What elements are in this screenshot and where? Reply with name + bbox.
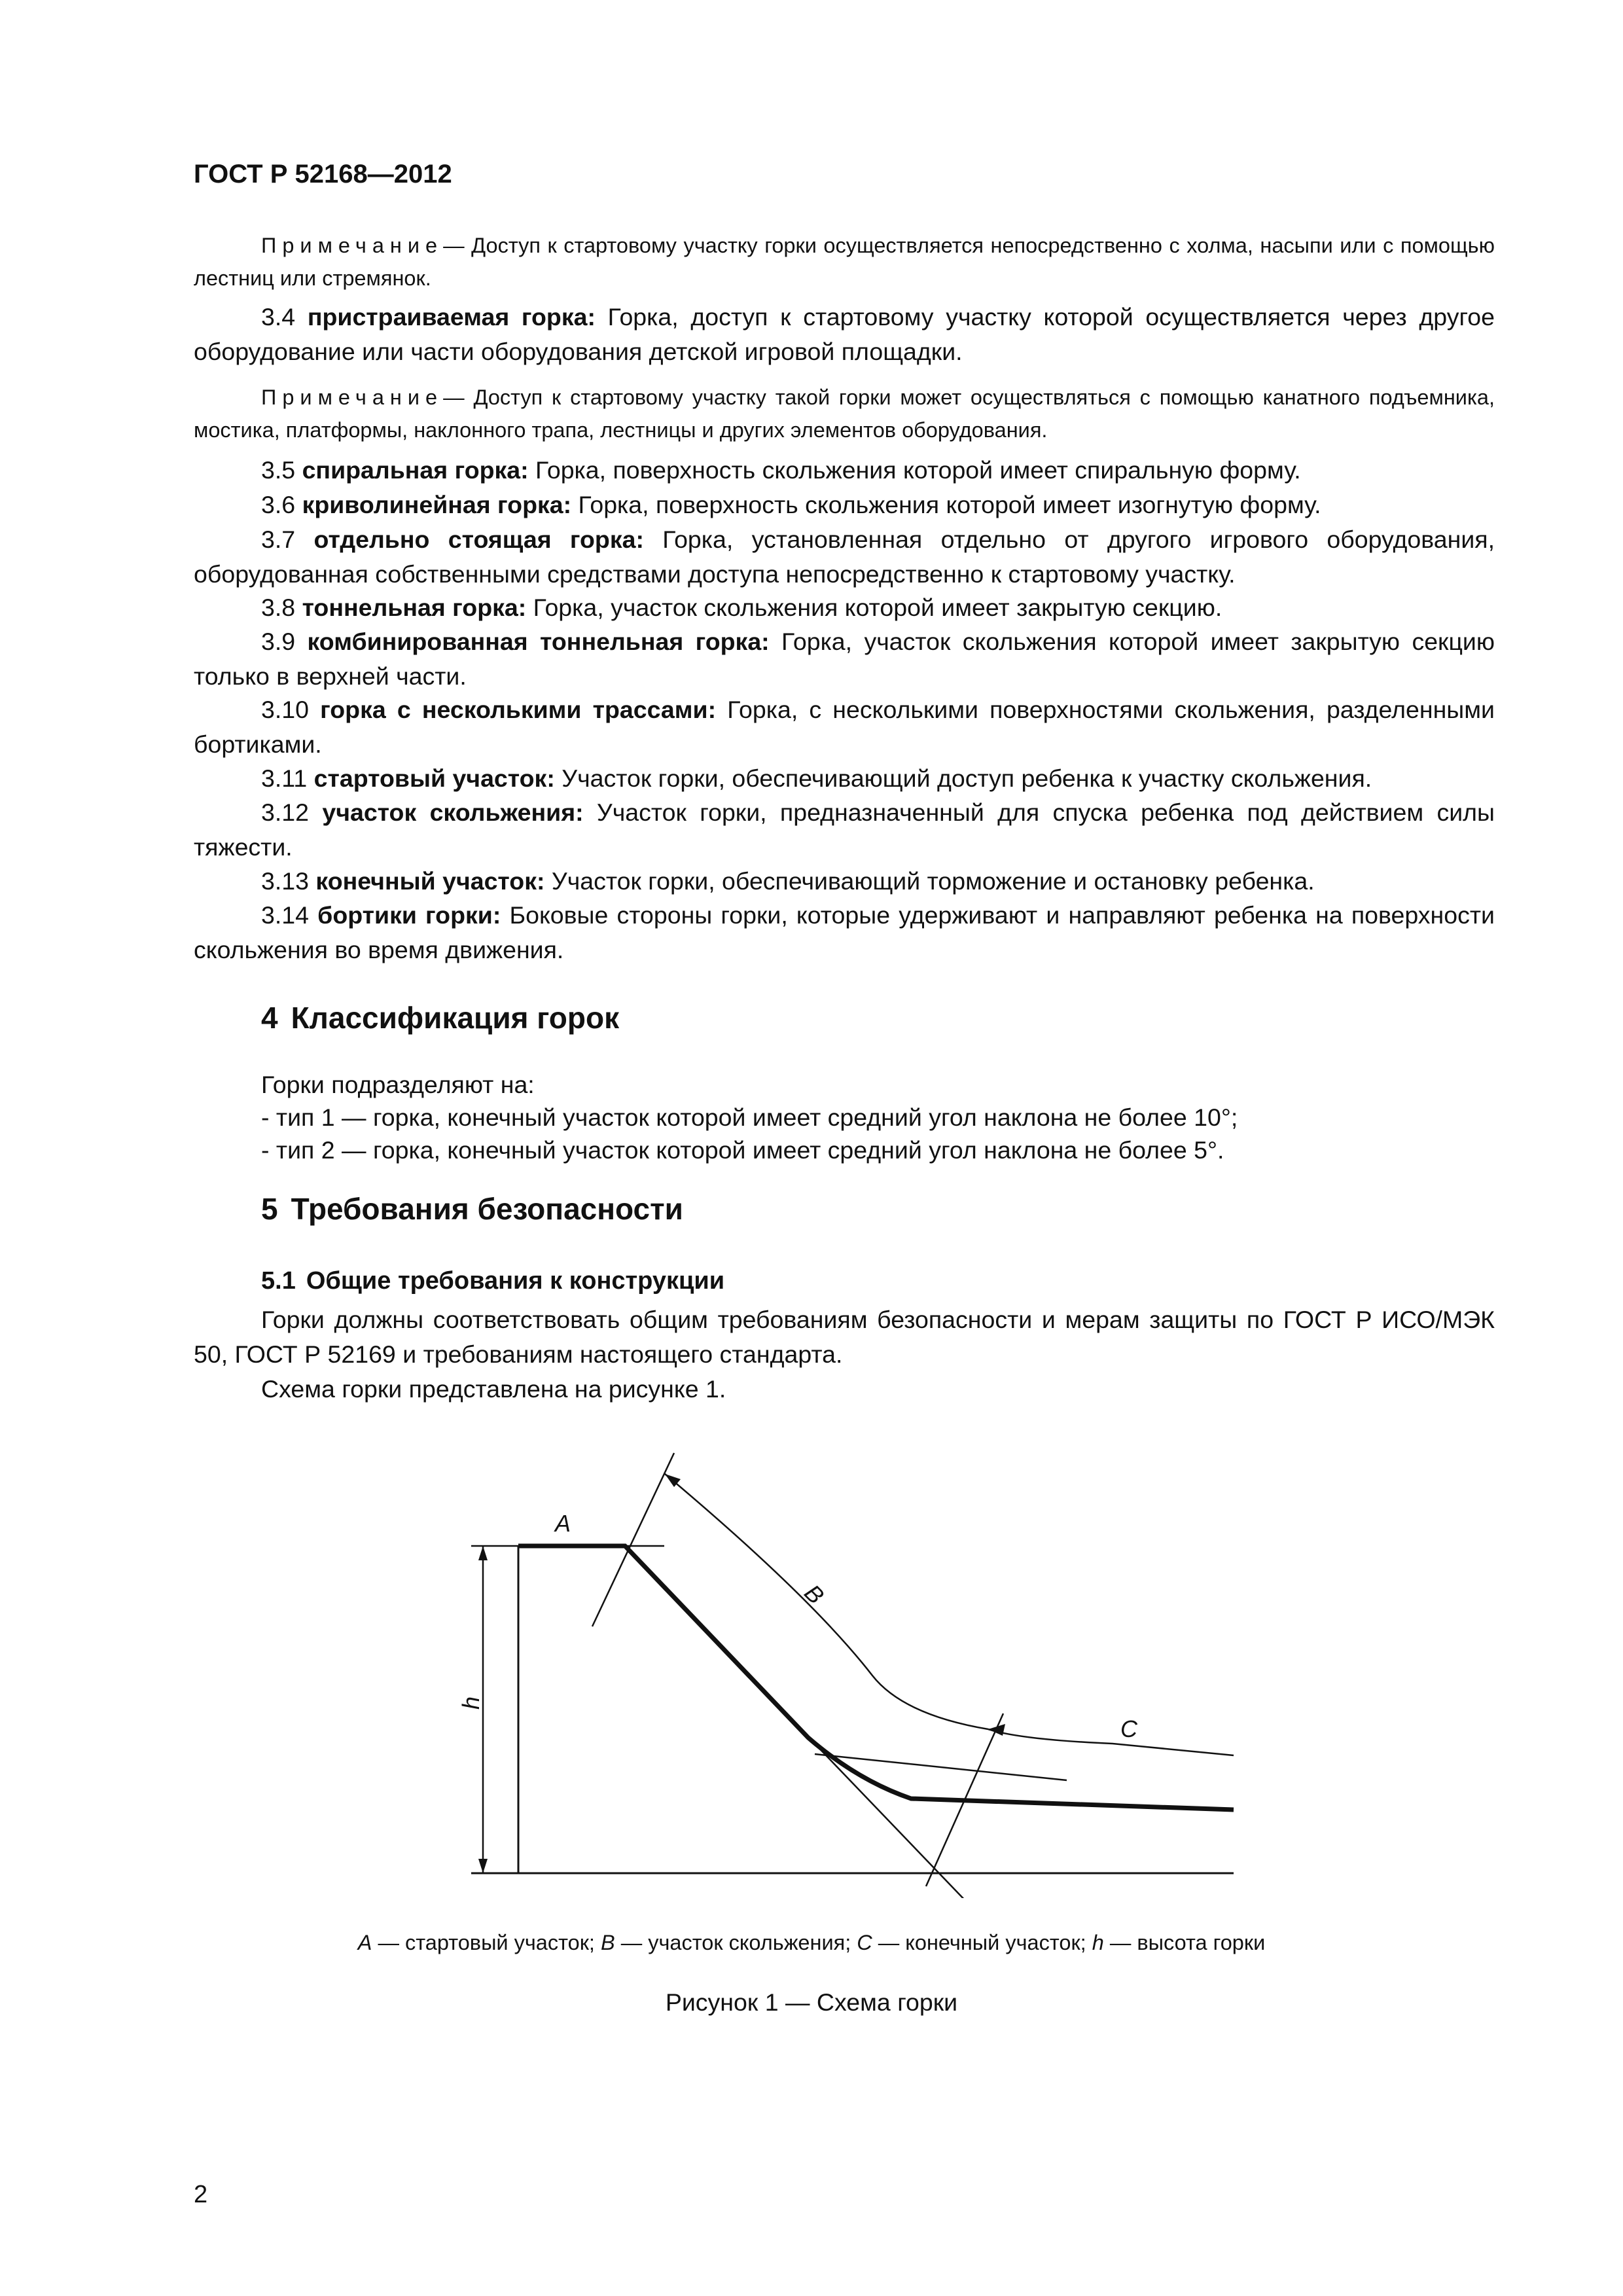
definition-term: конечный участок: — [315, 867, 545, 895]
definition-term: комбинированная тоннельная горка: — [307, 628, 770, 655]
definition-number: 3.7 — [261, 526, 296, 553]
legend-symbol: B — [601, 1931, 615, 1954]
tangent-line-slope — [625, 1546, 1031, 1898]
definition-number: 3.9 — [261, 628, 296, 655]
note-text: — Доступ к стартовому участку такой горки может осуществляться с помощью канатного подъемника, мостика, платформы, наклонного трапа, лестницы и других элементов оборудования. — [194, 386, 1495, 442]
label-h: h — [457, 1696, 484, 1710]
definition-number: 3.10 — [261, 696, 309, 723]
note-label: Примечание — [261, 386, 444, 409]
definition-3-10 — [194, 692, 1495, 762]
list-item: - тип 1 — горка, конечный участок которой имеет средний угол наклона не более 10°; — [261, 1103, 1238, 1131]
definition-3-11 — [194, 761, 1495, 796]
arrow-icon — [988, 1724, 1005, 1736]
list-item: - тип 2 — горка, конечный участок которой имеет средний угол наклона не более 5°. — [261, 1136, 1224, 1164]
definition-number: 3.12 — [261, 798, 309, 826]
legend-symbol: A — [357, 1931, 372, 1954]
subsection-5-1-heading — [261, 1267, 724, 1295]
definition-term: пристраиваемая горка: — [307, 303, 596, 331]
definition-term: бортики горки: — [317, 901, 501, 929]
definition-number: 3.8 — [261, 594, 296, 621]
definition-text: Горка, поверхность скольжения которой имеет спиральную форму. — [528, 456, 1301, 484]
dimension-arc-b — [665, 1474, 988, 1729]
definition-number: 3.14 — [261, 901, 309, 929]
document-header: ГОСТ Р 52168—2012 — [194, 160, 452, 188]
definition-text: Участок горки, предназначенный для спуска ребенка под действием силы тяжести. — [194, 798, 1495, 861]
section-title: Классификация горок — [291, 1001, 620, 1035]
definition-number: 3.6 — [261, 491, 296, 518]
figure-title: Рисунок 1 — Схема горки — [665, 1988, 958, 2016]
section-intro: Горки подразделяют на: — [261, 1071, 535, 1098]
legend-text: — стартовый участок; — [372, 1931, 601, 1954]
note-text: — Доступ к стартовому участку горки осуществляется непосредственно с холма, насыпи или с помощью лестниц или стремянок. — [194, 234, 1495, 290]
subsection-number: 5.1 — [261, 1267, 296, 1295]
legend-text: — конечный участок; — [872, 1931, 1092, 1954]
section-5-heading — [261, 1191, 683, 1227]
section-number: 4 — [261, 1001, 278, 1035]
section-4-body — [261, 1068, 1495, 1166]
slide-scheme-figure — [445, 1440, 1270, 1898]
paragraph: Схема горки представлена на рисунке 1. — [261, 1375, 726, 1403]
section-5-body — [194, 1302, 1495, 1407]
definition-term: отдельно стоящая горка: — [313, 526, 644, 553]
subsection-title: Общие требования к конструкции — [306, 1267, 725, 1295]
paragraph: Горки должны соответствовать общим требованиям безопасности и мерам защиты по ГОСТ Р ИСО/МЭК 50, ГОСТ Р 52169 и требованиям настоящего стандарта. — [194, 1306, 1495, 1368]
definition-number: 3.4 — [261, 303, 296, 331]
dimension-arc-c — [988, 1729, 1234, 1755]
boundary-line-a-b — [592, 1453, 674, 1626]
definition-number: 3.5 — [261, 456, 296, 484]
definition-3-9 — [194, 624, 1495, 694]
definition-term: стартовый участок: — [313, 764, 555, 792]
definition-text: Горка, поверхность скольжения которой имеет изогнутую форму. — [571, 491, 1321, 518]
definition-3-7 — [194, 522, 1495, 592]
arrow-down-icon — [478, 1859, 488, 1873]
note-label: Примечание — [261, 234, 444, 257]
legend-text: — участок скольжения; — [615, 1931, 857, 1954]
label-c: C — [1120, 1715, 1137, 1742]
note-1 — [194, 229, 1495, 295]
slide-profile — [518, 1546, 1234, 1810]
legend-symbol: h — [1092, 1931, 1104, 1954]
definition-number: 3.11 — [261, 764, 308, 792]
definition-number: 3.13 — [261, 867, 309, 895]
definition-3-6 — [194, 488, 1495, 522]
tangent-line-runout — [815, 1754, 1067, 1780]
definition-text: Участок горки, обеспечивающий доступ ребенка к участку скольжения. — [554, 764, 1372, 792]
label-a: A — [555, 1510, 571, 1537]
definition-term: горка с несколькими трассами: — [320, 696, 717, 723]
figure-legend — [0, 1931, 1623, 1955]
definition-text: Боковые стороны горки, которые удерживают и направляют ребенка на поверхности скольжения во время движения. — [194, 901, 1495, 963]
definition-3-14 — [194, 898, 1495, 967]
definition-text: Горка, участок скольжения которой имеет закрытую секцию только в верхней части. — [194, 628, 1495, 690]
section-title: Требования безопасности — [291, 1192, 683, 1226]
legend-text: — высота горки — [1103, 1931, 1266, 1954]
definition-term: тоннельная горка: — [302, 594, 527, 621]
definition-3-12 — [194, 795, 1495, 865]
label-b: B — [799, 1579, 830, 1609]
definition-term: участок скольжения: — [322, 798, 584, 826]
definition-3-5 — [194, 453, 1495, 488]
definition-3-4 — [194, 300, 1495, 369]
definition-3-13 — [194, 864, 1495, 899]
page-number: 2 — [194, 2181, 208, 2208]
definition-text: Горка, доступ к стартовому участку которой осуществляется через другое оборудование или части оборудования детской игровой площадки. — [194, 303, 1495, 365]
definition-term: криволинейная горка: — [302, 491, 572, 518]
definition-text: Горка, установленная отдельно от другого игрового оборудования, оборудованная собственными средствами доступа непосредственно к стартовому участку. — [194, 526, 1495, 588]
section-4-heading — [261, 1000, 619, 1035]
definition-term: спиральная горка: — [302, 456, 529, 484]
definition-text: Участок горки, обеспечивающий торможение и остановку ребенка. — [544, 867, 1315, 895]
definition-text: Горка, участок скольжения которой имеет закрытую секцию. — [526, 594, 1222, 621]
legend-symbol: C — [857, 1931, 872, 1954]
definition-3-8 — [194, 590, 1495, 625]
section-number: 5 — [261, 1192, 278, 1226]
definition-text: Горка, с несколькими поверхностями скольжения, разделенными бортиками. — [194, 696, 1495, 758]
arrow-up-icon — [478, 1546, 488, 1560]
note-2 — [194, 381, 1495, 446]
